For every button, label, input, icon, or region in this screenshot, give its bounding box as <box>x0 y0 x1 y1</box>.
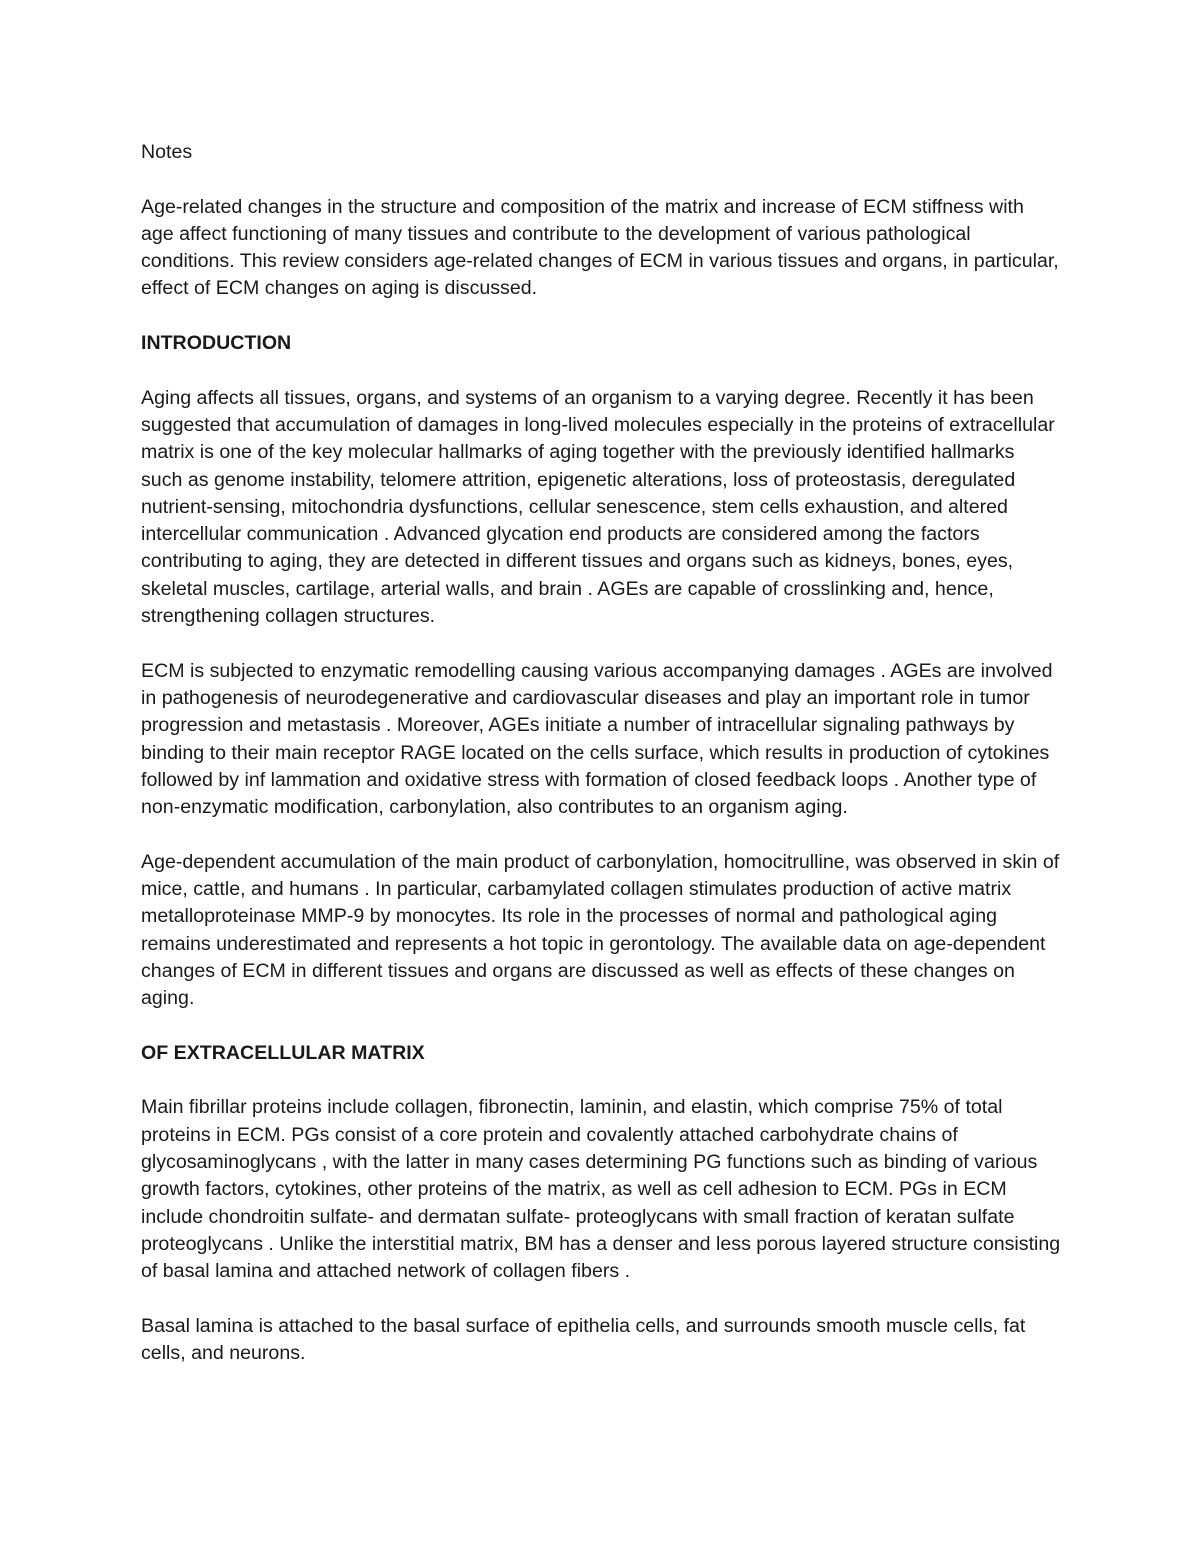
document-page <box>141 139 1061 1395</box>
ecm-paragraph-2: Basal lamina is attached to the basal surface of epithelia cells, and surrounds smooth muscle cells, fat cells, and neurons. <box>141 1314 1026 1365</box>
intro-paragraph-1: Aging affects all tissues, organs, and systems of an organism to a varying degree. Recently it has been suggested that accumulation of damages in long-lived molecules especially in the proteins of extracellular matrix is one of the key molecular hallmarks of aging together with the previously identified hallmarks such as genome instability, telomere attrition, epigenetic alterations, loss of proteostasis, deregulated nutrient-sensing, mitochondria dysfunctions, cellular senescence, stem cells exhaustion, and altered intercellular communication . Advanced glycation end products are considered among the factors contributing to aging, they are detected in different tissues and organs such as kidneys, bones, eyes, skeletal muscles, cartilage, arterial walls, and brain . AGEs are capable of crosslinking and, hence, strengthening collagen structures. <box>141 386 1055 628</box>
intro-paragraph-2: ECM is subjected to enzymatic remodelling causing various accompanying damages . AGEs are involved in pathogenesis of neurodegenerative and cardiovascular diseases and play an important role in tumor progression and metastasis . Moreover, AGEs initiate a number of intracellular signaling pathways by binding to their main receptor RAGE located on the cells surface, which results in production of cytokines followed by inf lammation and oxidative stress with formation of closed feedback loops . Another type of non-enzymatic modification, carbonylation, also contributes to an organism aging. <box>141 659 1053 819</box>
intro-paragraph-3: Age-dependent accumulation of the main product of carbonylation, homocitrulline, was observed in skin of mice, cattle, and humans . In particular, carbamylated collagen stimulates production of active matrix metalloproteinase MMP-9 by monocytes. Its role in the processes of normal and pathological aging remains underestimated and represents a hot topic in gerontology. The available data on age-dependent changes of ECM in different tissues and organs are discussed as well as effects of these changes on aging. <box>141 850 1060 1010</box>
section-heading-introduction: INTRODUCTION <box>141 332 292 355</box>
notes-label: Notes <box>141 141 193 163</box>
abstract-paragraph: Age-related changes in the structure and composition of the matrix and increase of ECM stiffness with age affect functioning of many tissues and contribute to the development of various pathological conditions. This review considers age-related changes of ECM in various tissues and organs, in particular, effect of ECM changes on aging is discussed. <box>141 195 1059 300</box>
ecm-paragraph-1: Main fibrillar proteins include collagen, fibronectin, laminin, and elastin, which comprise 75% of total proteins in ECM. PGs consist of a core protein and covalently attached carbohydrate chains of glycosaminoglycans , with the latter in many cases determining PG functions such as binding of various growth factors, cytokines, other proteins of the matrix, as well as cell adhesion to ECM. PGs in ECM include chondroitin sulfate- and dermatan sulfate- proteoglycans with small fraction of keratan sulfate proteoglycans . Unlike the interstitial matrix, BM has a denser and less porous layered structure consisting of basal lamina and attached network of collagen fibers . <box>141 1096 1061 1283</box>
section-heading-extracellular-matrix: OF EXTRACELLULAR MATRIX <box>141 1041 425 1064</box>
